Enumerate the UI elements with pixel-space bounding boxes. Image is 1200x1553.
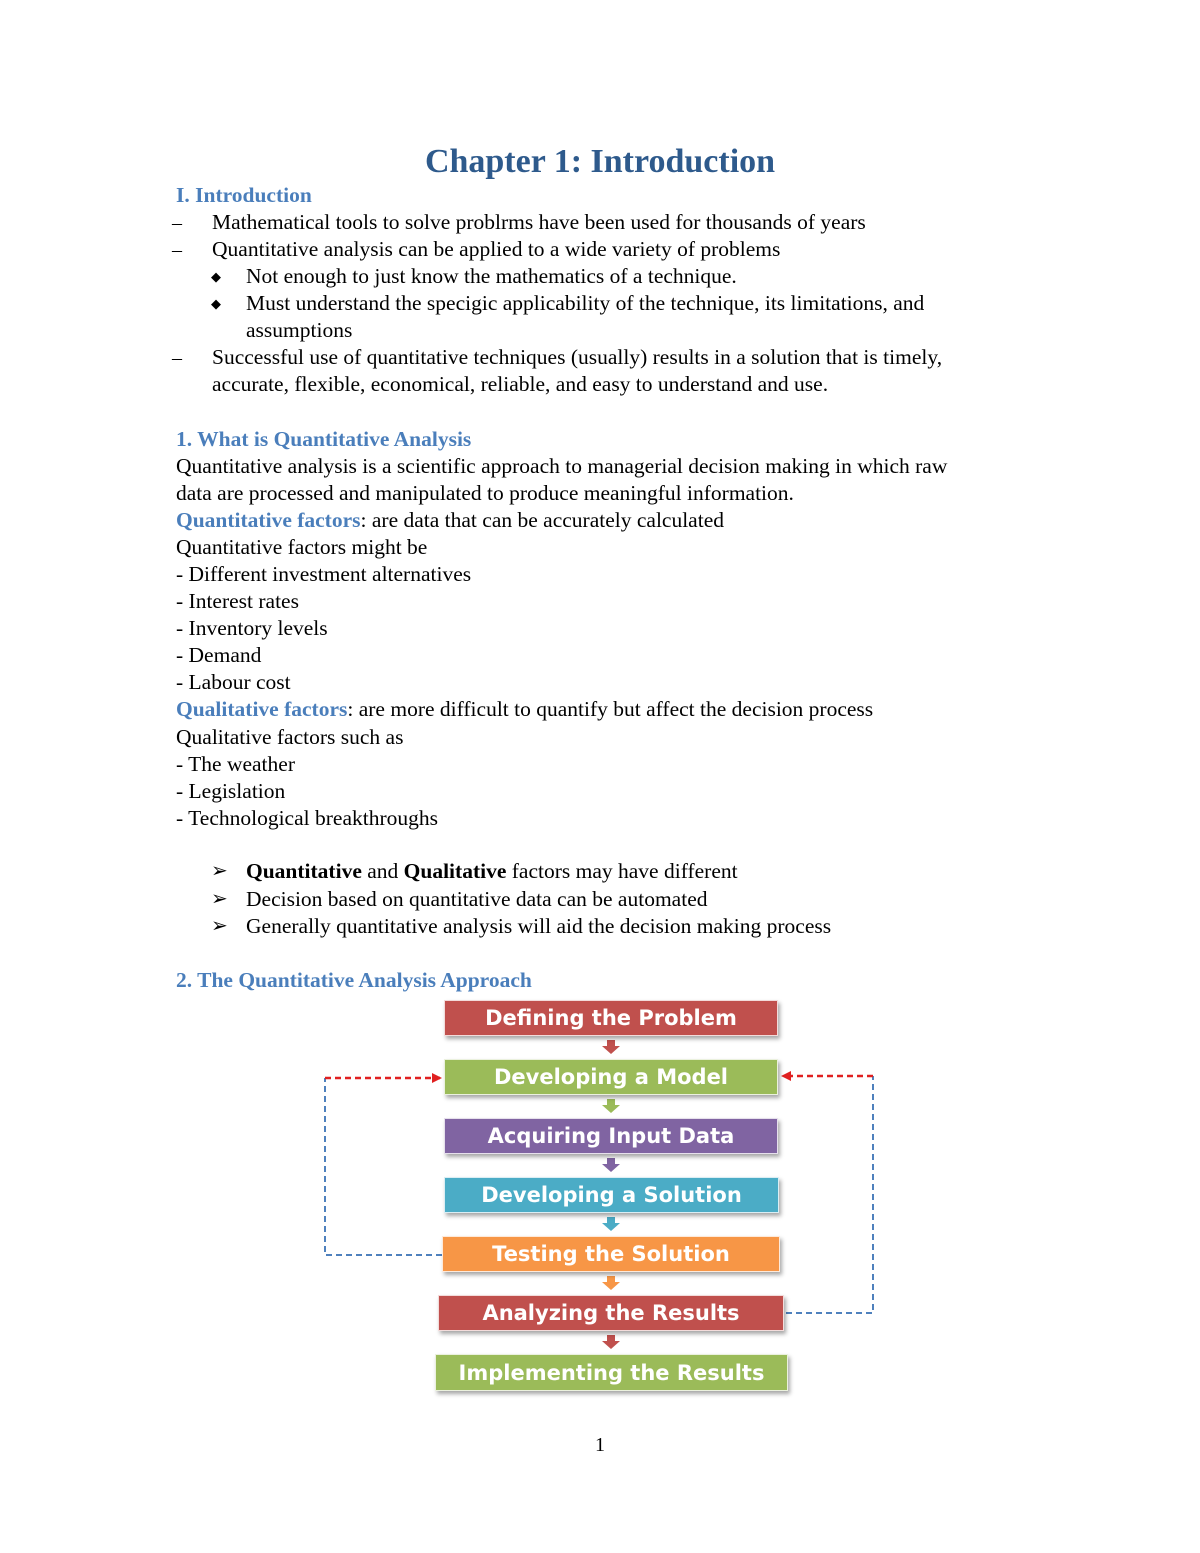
arrow-bullet-icon: ➢ <box>211 888 228 910</box>
down-arrow-icon <box>602 1158 620 1172</box>
section2-heading: 2. The Quantitative Analysis Approach <box>176 968 532 992</box>
quant-list-item: - Different investment alternatives <box>176 562 472 586</box>
step-implementing-results: Implementing the Results <box>435 1354 788 1391</box>
quant-list-item: - Inventory levels <box>176 616 328 640</box>
key-point-1-bold-qualitative: Qualitative <box>403 859 507 883</box>
dash-bullet: – <box>172 239 182 261</box>
definition-line-1: Quantitative analysis is a scientific approach to managerial decision making in which raw <box>176 454 948 478</box>
qual-list-item: - Technological breakthroughs <box>176 806 438 830</box>
intro-item-2: Quantitative analysis can be applied to a wide variety of problems <box>212 237 781 261</box>
intro-item-3-cont: accurate, flexible, economical, reliable, and easy to understand and use. <box>212 372 829 396</box>
quantitative-intro: Quantitative factors might be <box>176 535 428 559</box>
down-arrow-icon <box>602 1335 620 1349</box>
step-defining-problem: Defining the Problem <box>444 1000 778 1036</box>
intro-heading: I. Introduction <box>176 183 312 207</box>
key-point-1-bold-quantitative: Quantitative <box>246 859 362 883</box>
quant-list-item: - Interest rates <box>176 589 299 613</box>
diamond-bullet-icon: ◆ <box>211 269 221 284</box>
dash-bullet: – <box>172 347 182 369</box>
key-point-2: Decision based on quantitative data can be automated <box>246 887 708 911</box>
qual-list-item: - The weather <box>176 752 295 776</box>
intro-subitem-1: Not enough to just know the mathematics of a technique. <box>246 264 737 288</box>
section1-heading: 1. What is Quantitative Analysis <box>176 427 472 451</box>
diamond-bullet-icon: ◆ <box>211 296 221 311</box>
page-number: 1 <box>595 1434 605 1456</box>
step-developing-solution: Developing a Solution <box>444 1177 779 1213</box>
down-arrow-icon <box>602 1040 620 1054</box>
page-title: Chapter 1: Introduction <box>424 143 776 180</box>
step-testing-solution: Testing the Solution <box>442 1236 780 1272</box>
qualitative-factors-label: Qualitative factors <box>176 697 348 721</box>
down-arrow-icon <box>602 1217 620 1231</box>
step-acquiring-input-data: Acquiring Input Data <box>444 1118 778 1154</box>
quantitative-factors-text: : are data that can be accurately calculated <box>360 508 724 532</box>
intro-subitem-2: Must understand the specigic applicability of the technique, its limitations, and <box>246 291 925 315</box>
key-point-1-rest: factors may have different <box>506 859 738 883</box>
quantitative-factors-label: Quantitative factors <box>176 508 361 532</box>
intro-item-3: Successful use of quantitative techniques (usually) results in a solution that is timely, <box>212 345 943 369</box>
qual-list-item: - Legislation <box>176 779 286 803</box>
qualitative-intro: Qualitative factors such as <box>176 725 404 749</box>
step-analyzing-results: Analyzing the Results <box>438 1295 784 1331</box>
down-arrow-icon <box>602 1099 620 1113</box>
dash-bullet: – <box>172 212 182 234</box>
intro-subitem-2-cont: assumptions <box>246 318 353 342</box>
key-point-3: Generally quantitative analysis will aid the decision making process <box>246 914 832 938</box>
arrow-bullet-icon: ➢ <box>211 915 228 937</box>
arrow-bullet-icon: ➢ <box>211 860 228 882</box>
intro-item-1: Mathematical tools to solve problrms have been used for thousands of years <box>212 210 866 234</box>
left-feedback-line <box>325 1078 442 1255</box>
step-developing-model: Developing a Model <box>444 1059 778 1095</box>
qualitative-factors-text: : are more difficult to quantify but affect the decision process <box>347 697 874 721</box>
down-arrow-icon <box>602 1276 620 1290</box>
right-feedback-line <box>786 1076 873 1313</box>
quant-list-item: - Labour cost <box>176 670 291 694</box>
key-point-1-text: and <box>361 859 404 883</box>
quant-list-item: - Demand <box>176 643 262 667</box>
definition-line-2: data are processed and manipulated to produce meaningful information. <box>176 481 794 505</box>
